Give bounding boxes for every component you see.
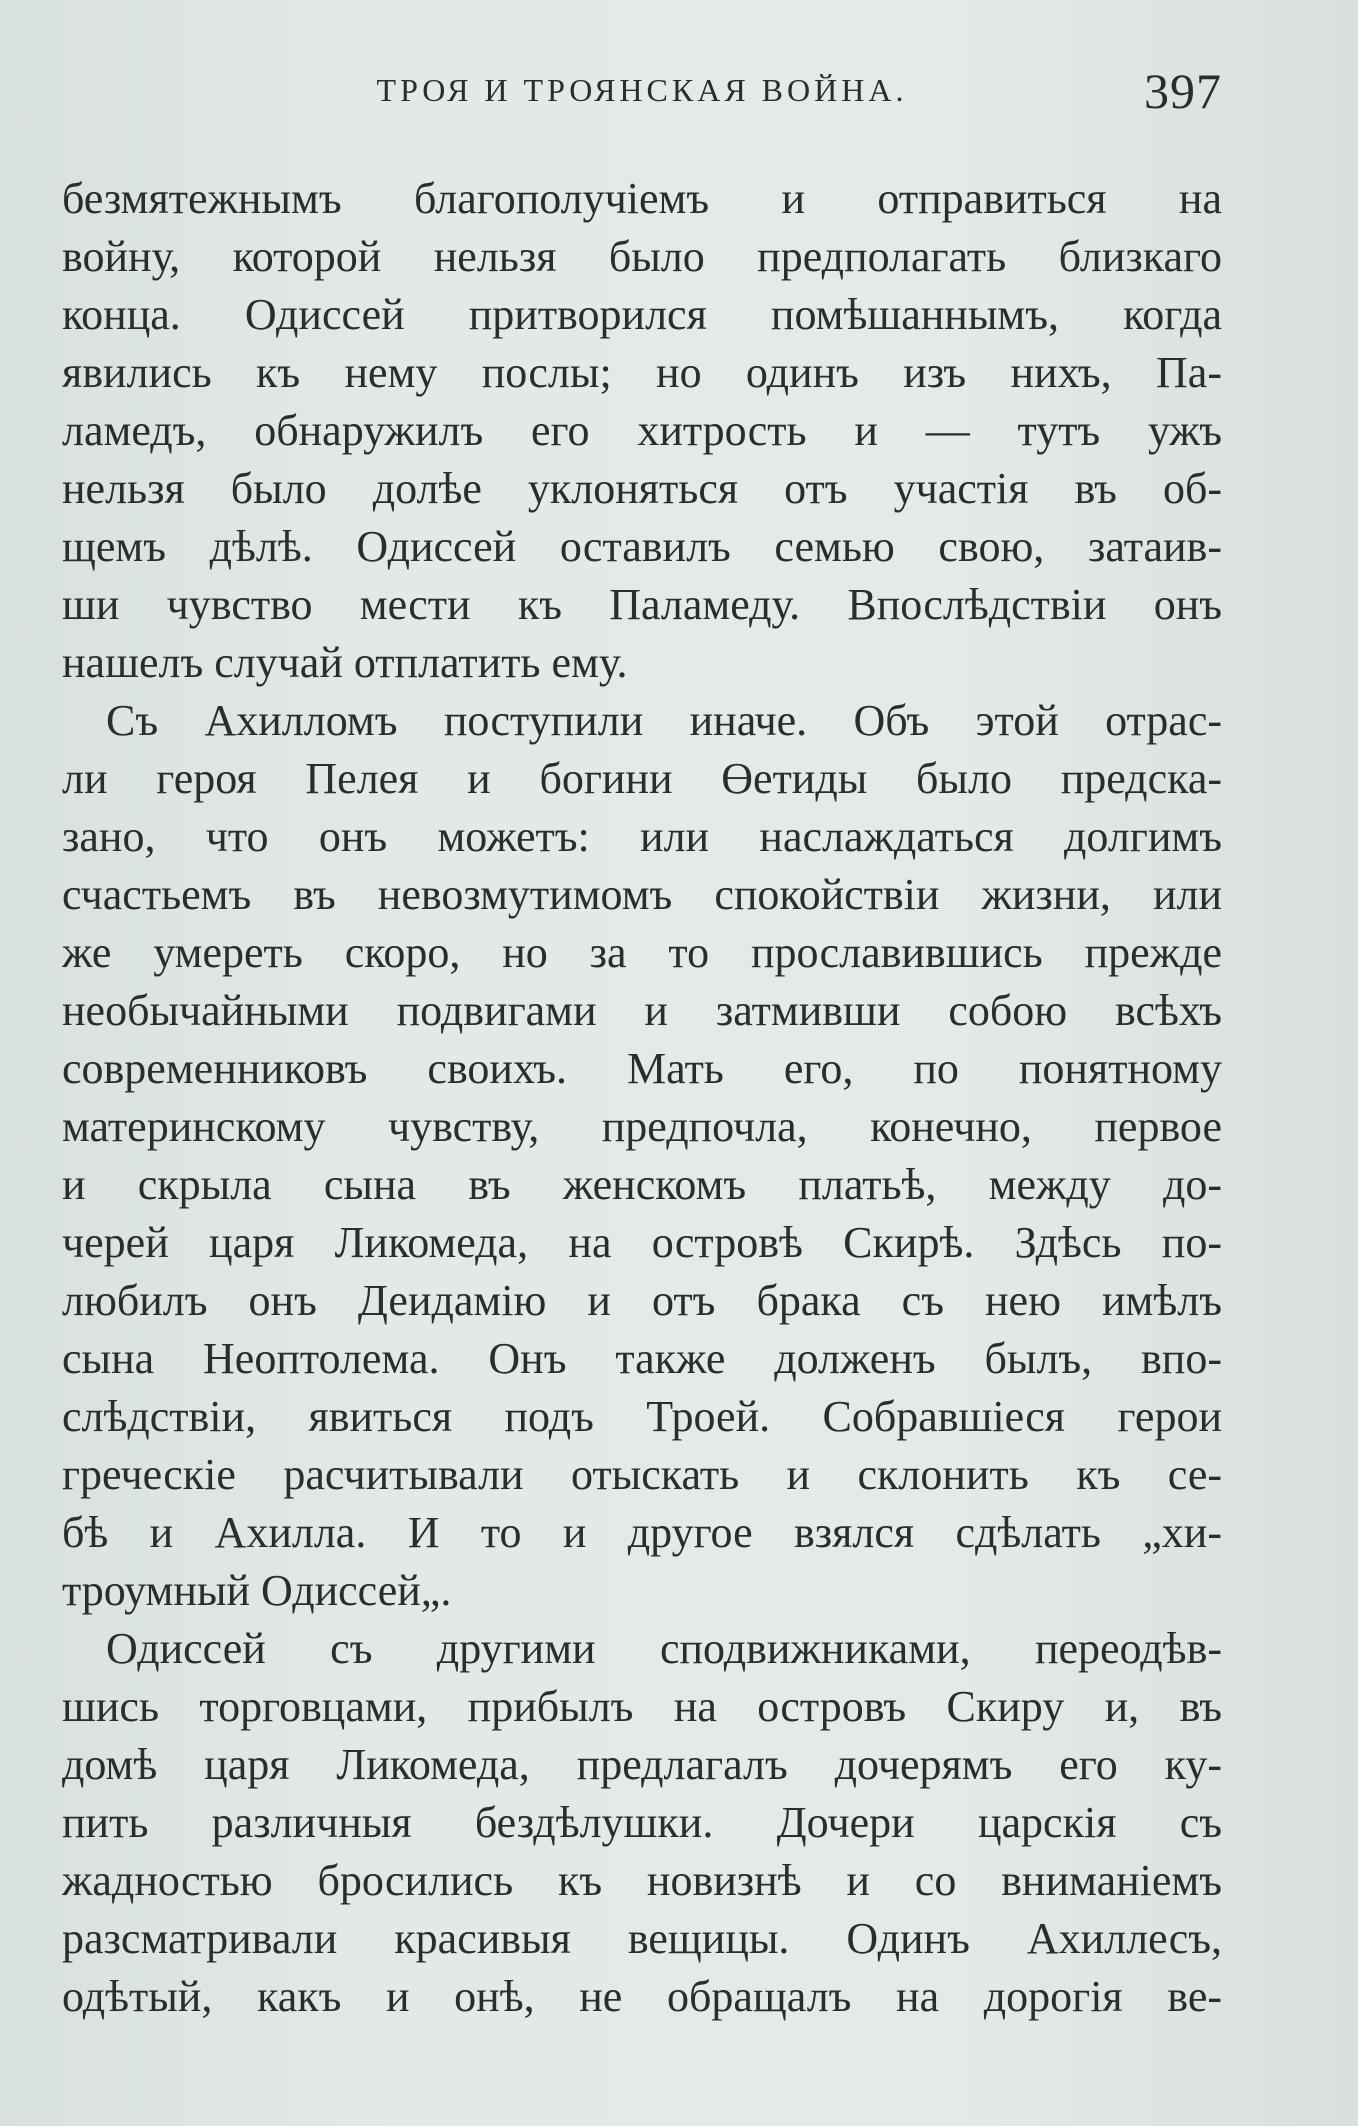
text-line: войну, которой нельзя было предполагать близкаго (62, 232, 1222, 281)
text-line: домѣ царя Ликомеда, предлагалъ дочерямъ его ку- (62, 1740, 1222, 1789)
text-line: троумный Одиссей„. (62, 1566, 452, 1615)
text-line: зано, что онъ можетъ: или наслаждаться долгимъ (62, 812, 1222, 861)
text-line: греческіе расчитывали отыскать и склонить къ се- (62, 1450, 1222, 1499)
text-line: Одиссей съ другими сподвижниками, переодѣв- (106, 1624, 1222, 1673)
text-line: материнскому чувству, предпочла, конечно, первое (62, 1102, 1222, 1151)
text-line: щемъ дѣлѣ. Одиссей оставилъ семью свою, затаив- (62, 522, 1222, 571)
text-line: любилъ онъ Деидамію и отъ брака съ нею имѣлъ (62, 1276, 1222, 1325)
text-line: счастьемъ въ невозмутимомъ спокойствіи жизни, или (62, 870, 1222, 919)
running-head-title: ТРОЯ И ТРОЯНСКАЯ ВОЙНА. (376, 72, 908, 108)
text-line: нельзя было долѣе уклоняться отъ участія въ об- (62, 464, 1222, 513)
text-line: слѣдствіи, явиться подъ Троей. Собравшіеся герои (62, 1392, 1222, 1441)
text-line: разсматривали красивыя вещицы. Одинъ Ахиллесъ, (62, 1914, 1222, 1963)
text-line: ши чувство мести къ Паламеду. Впослѣдствіи онъ (62, 580, 1222, 629)
text-line: одѣтый, какъ и онѣ, не обращалъ на дорогія ве- (62, 1972, 1222, 2021)
text-line: ли героя Пелея и богини Өетиды было предска- (62, 754, 1222, 803)
text-line: шись торговцами, прибылъ на островъ Скиру и, въ (62, 1682, 1222, 1731)
text-line: же умереть скоро, но за то прославившись прежде (62, 928, 1222, 977)
text-line: сына Неоптолема. Онъ также долженъ былъ, впо- (62, 1334, 1222, 1383)
text-line: необычайными подвигами и затмивши собою всѣхъ (62, 986, 1222, 1035)
running-head (62, 62, 1222, 122)
text-line: пить различныя бездѣлушки. Дочери царскія съ (62, 1798, 1222, 1847)
text-line: жадностью бросились къ новизнѣ и со вниманіемъ (62, 1856, 1222, 1905)
text-line: конца. Одиссей притворился помѣшаннымъ, когда (62, 290, 1222, 339)
text-line: явились къ нему послы; но одинъ изъ нихъ, Па- (62, 348, 1222, 397)
body-text (62, 170, 1222, 2026)
text-line: черей царя Ликомеда, на островѣ Скирѣ. Здѣсь по- (62, 1218, 1222, 1267)
text-line: бѣ и Ахилла. И то и другое взялся сдѣлать „хи- (62, 1508, 1222, 1557)
text-line: Съ Ахилломъ поступили иначе. Объ этой отрас- (106, 696, 1222, 745)
text-line: ламедъ, обнаружилъ его хитрость и — тутъ ужъ (62, 406, 1222, 455)
text-line: и скрыла сына въ женскомъ платьѣ, между до- (62, 1160, 1222, 1209)
text-line: современниковъ своихъ. Мать его, по понятному (62, 1044, 1222, 1093)
page-number: 397 (1144, 63, 1222, 119)
text-line: нашелъ случай отплатить ему. (62, 638, 628, 687)
text-line: безмятежнымъ благополучіемъ и отправиться на (62, 174, 1222, 223)
